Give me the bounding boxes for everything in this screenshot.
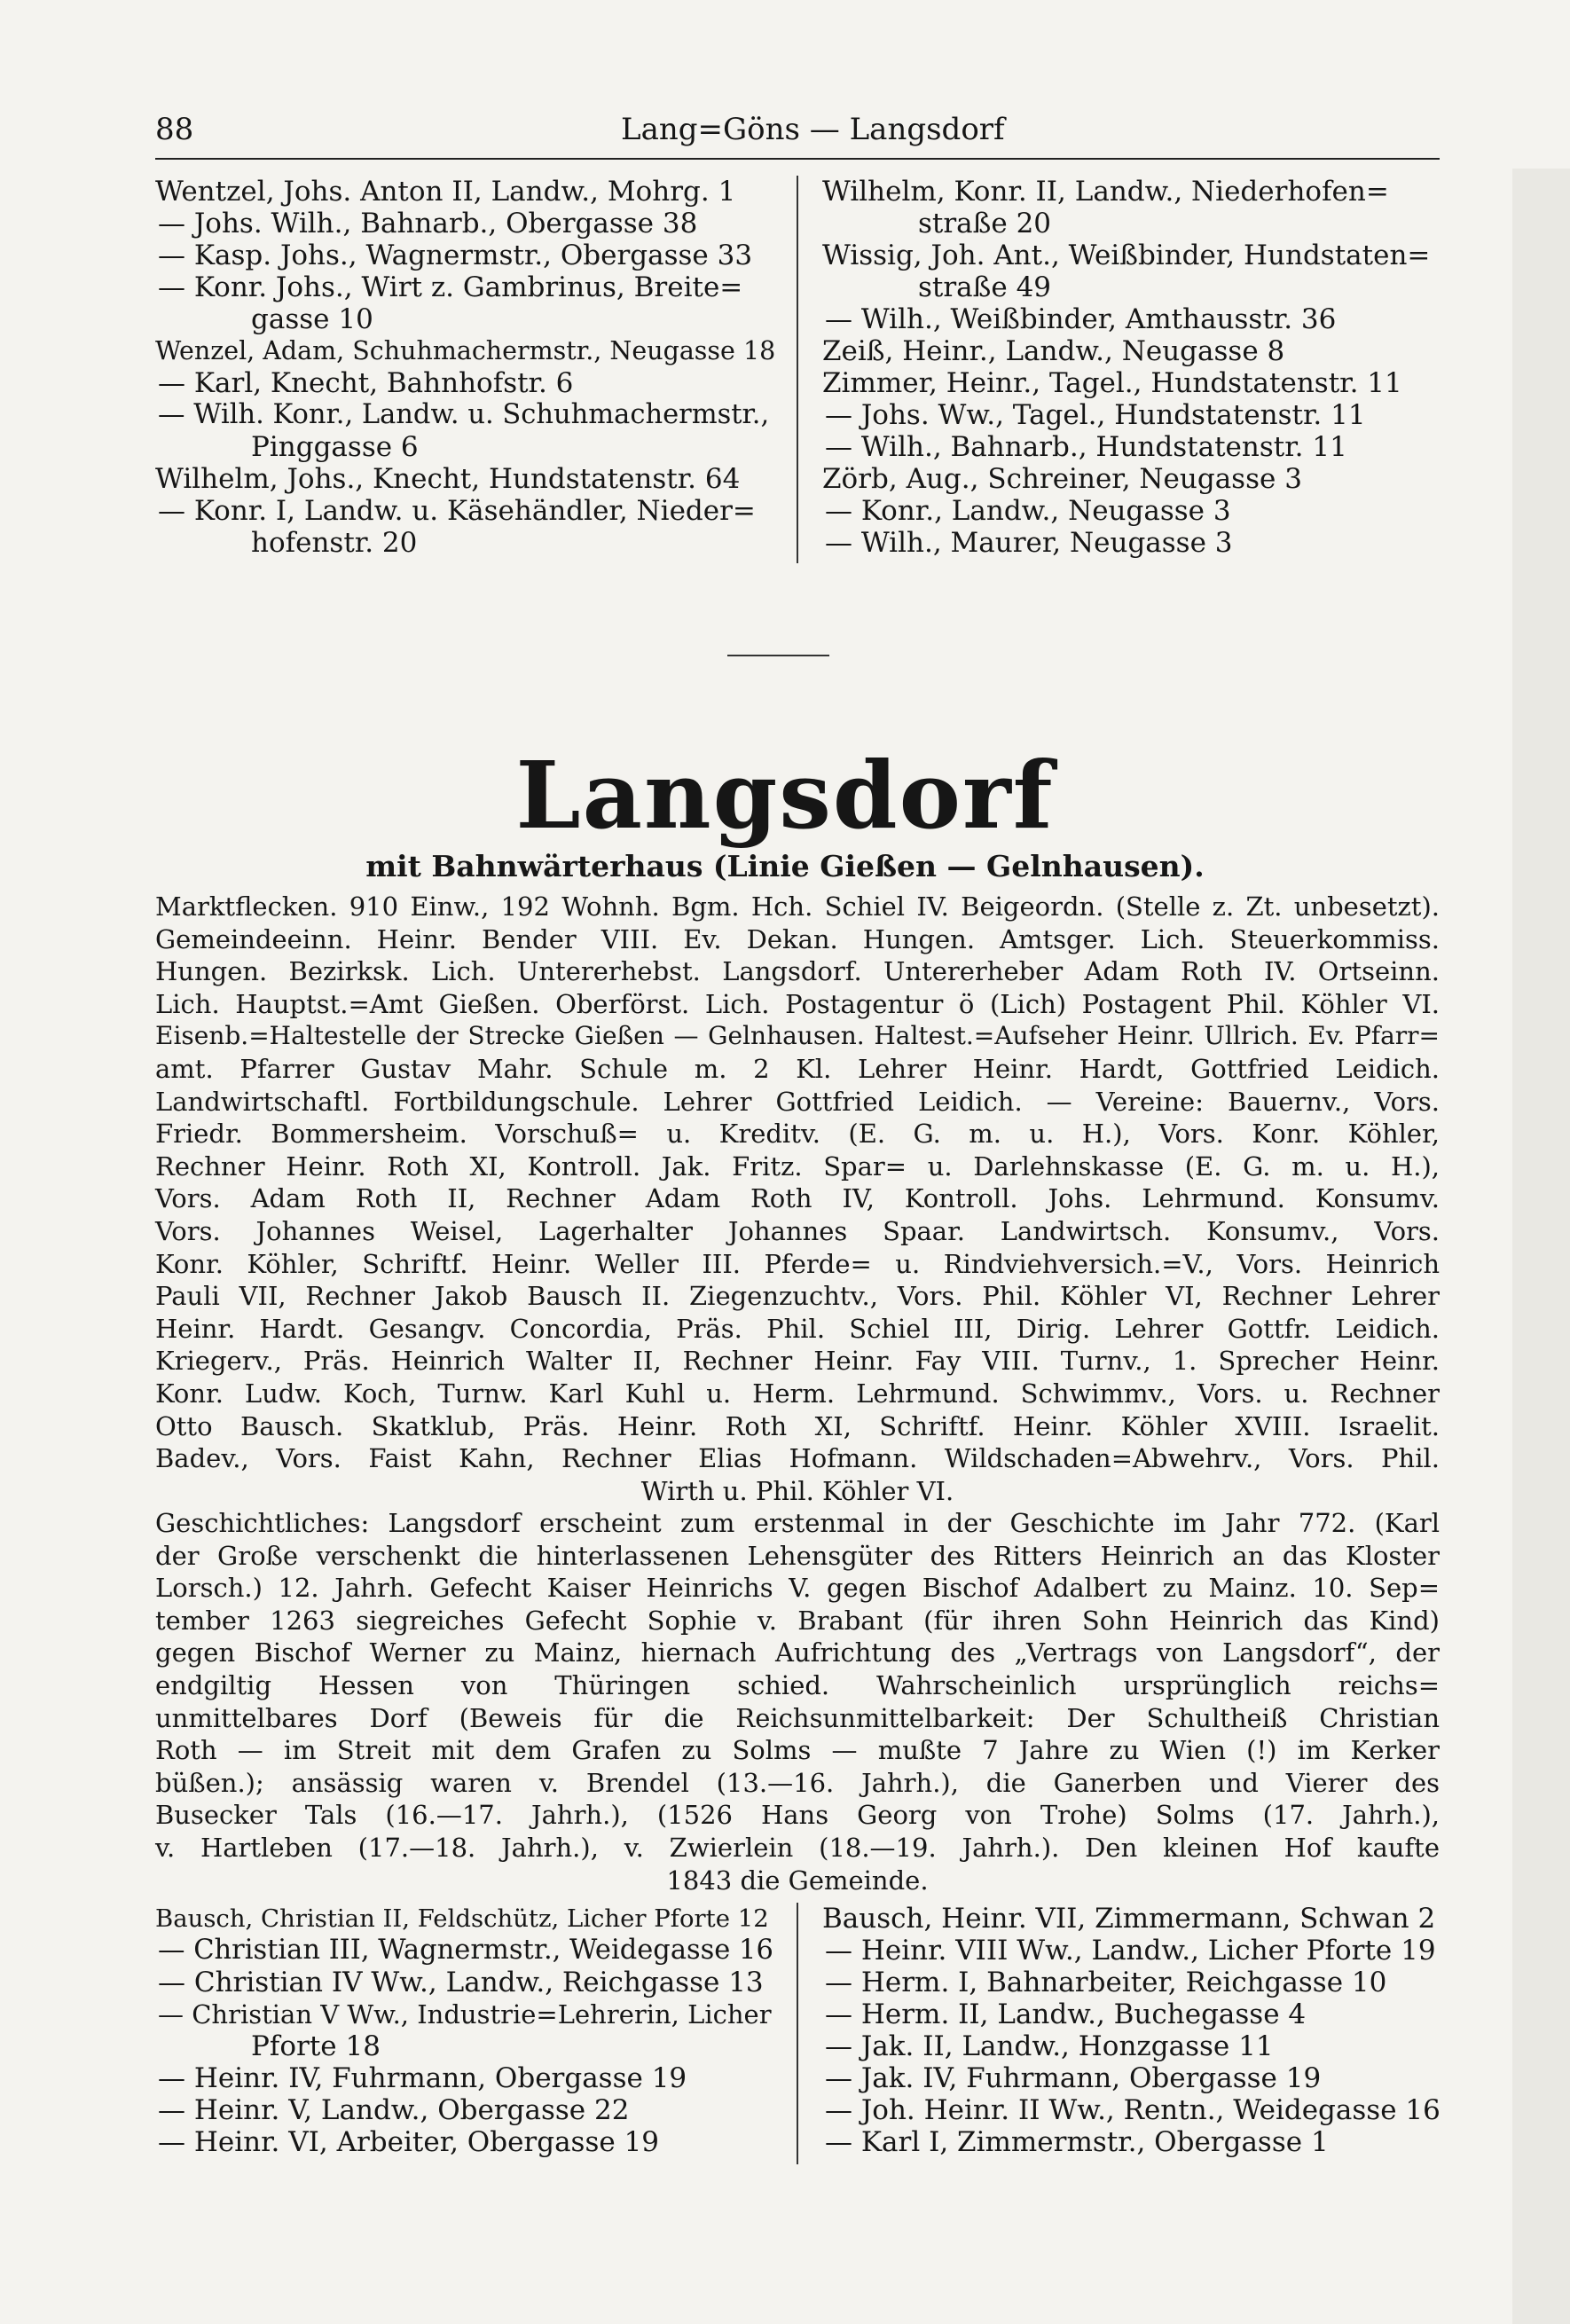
text-line: amt. Pfarrer Gustav Mahr. Schule m. 2 Kl. Lehrer Heinr. Hardt, Gottfried Leidich. <box>155 1053 1440 1084</box>
text-line: Konr. Ludw. Koch, Turnw. Karl Kuhl u. Herm. Lehrmund. Schwimmv., Vors. u. Rechner <box>155 1378 1440 1409</box>
text-line: Vors. Johannes Weisel, Lagerhalter Johannes Spaar. Landwirtsch. Konsumv., Vors. <box>155 1215 1440 1246</box>
list-item: — Joh. Heinr. II Ww., Rentn., Weidegasse 16 <box>825 2094 1440 2126</box>
text-line: Heinr. Hardt. Gesangv. Concordia, Präs. Phil. Schiel III, Dirig. Lehrer Gottfr. Leidich. <box>155 1313 1440 1344</box>
list-item: — Karl I, Zimmermstr., Obergasse 1 <box>825 2126 1329 2158</box>
text-line: büßen.); ansässig waren v. Brendel (13.—16. Jahrh.), die Ganerben und Vierer des <box>155 1767 1440 1798</box>
text-line: Lich. Hauptst.=Amt Gießen. Oberförst. Lich. Postagentur ö (Lich) Postagent Phil. Köhler VI. <box>155 988 1440 1019</box>
text-line: tember 1263 siegreiches Gefecht Sophie v. Brabant (für ihren Sohn Heinrich das Kind) <box>155 1605 1440 1636</box>
running-title: Lang=Göns — Langsdorf <box>621 112 1005 147</box>
text-line: Rechner Heinr. Roth XI, Kontroll. Jak. Fritz. Spar= u. Darlehnskasse (E. G. m. u. H.), <box>155 1150 1440 1182</box>
list-item: Pforte 18 <box>251 2030 381 2062</box>
header-rule <box>155 158 1440 160</box>
list-item: — Wilh., Maurer, Neugasse 3 <box>825 527 1233 559</box>
text-line: Gemeindeeinn. Heinr. Bender VIII. Ev. Dekan. Hungen. Amtsger. Lich. Steuerkommiss. <box>155 923 1440 954</box>
text-line: Kriegerv., Präs. Heinrich Walter II, Rechner Heinr. Fay VIII. Turnv., 1. Sprecher Heinr. <box>155 1346 1440 1377</box>
text-line: der Große verschenkt die hinterlassenen Lehensgüter des Ritters Heinrich an das Kloster <box>155 1540 1440 1571</box>
list-item: Wenzel, Adam, Schuhmachermstr., Neugasse 18 <box>155 336 776 365</box>
text-line: Hungen. Bezirksk. Lich. Untererhebst. Langsdorf. Untererheber Adam Roth IV. Ortseinn. <box>155 956 1440 987</box>
list-item: Bausch, Heinr. VII, Zimmermann, Schwan 2 <box>822 1903 1436 1935</box>
list-item: Zimmer, Heinr., Tagel., Hundstatenstr. 11 <box>822 367 1402 399</box>
text-line: Wirth u. Phil. Köhler VI. <box>640 1475 954 1506</box>
list-item: — Konr. Johs., Wirt z. Gambrinus, Breite= <box>158 271 743 303</box>
list-item: — Wilh., Weißbinder, Amthausstr. 36 <box>825 303 1337 335</box>
column-divider <box>797 1903 798 2164</box>
text-line: Friedr. Bommersheim. Vorschuß= u. Kreditv. (E. G. m. u. H.), Vors. Konr. Köhler, <box>155 1119 1440 1150</box>
list-item: Pinggasse 6 <box>251 431 419 463</box>
list-item: Zeiß, Heinr., Landw., Neugasse 8 <box>822 335 1285 367</box>
text-line: v. Hartleben (17.—18. Jahrh.), v. Zwierlein (18.—19. Jahrh.). Den kleinen Hof kaufte <box>155 1832 1440 1863</box>
list-item: Bausch, Christian II, Feldschütz, Licher Pforte 12 <box>155 1904 769 1933</box>
list-item: hofenstr. 20 <box>251 527 418 559</box>
text-line: gegen Bischof Werner zu Mainz, hiernach Aufrichtung des „Vertrags von Langsdorf“, der <box>155 1637 1440 1668</box>
text-line: Busecker Tals (16.—17. Jahrh.), (1526 Hans Georg von Trohe) Solms (17. Jahrh.), <box>155 1800 1440 1831</box>
list-item: Wilhelm, Johs., Knecht, Hundstatenstr. 64 <box>155 463 741 495</box>
bottom-left-column <box>155 1903 776 2158</box>
top-left-column <box>155 176 776 559</box>
list-item: — Jak. II, Landw., Honzgasse 11 <box>825 2030 1274 2062</box>
text-line: Eisenb.=Haltestelle der Strecke Gießen — Gelnhausen. Haltest.=Aufseher Heinr. Ullrich. Ev. Pfarr= <box>155 1021 1440 1051</box>
list-item: Wissig, Joh. Ant., Weißbinder, Hundstaten= <box>822 239 1431 271</box>
text-line: Badev., Vors. Faist Kahn, Rechner Elias Hofmann. Wildschaden=Abwehrv., Vors. Phil. <box>155 1443 1440 1474</box>
page-number: 88 <box>155 112 194 147</box>
list-item: — Wilh., Bahnarb., Hundstatenstr. 11 <box>825 431 1347 463</box>
text-line: endgiltig Hessen von Thüringen schied. Wahrscheinlich ursprünglich reichs= <box>155 1669 1440 1700</box>
place-title: Langsdorf <box>515 741 1055 850</box>
text-line: unmittelbares Dorf (Beweis für die Reichsunmittelbarkeit: Der Schultheiß Christian <box>155 1702 1440 1733</box>
place-subtitle: mit Bahnwärterhaus (Linie Gießen — Gelnhausen). <box>365 849 1205 883</box>
list-item: — Johs. Ww., Tagel., Hundstatenstr. 11 <box>825 399 1366 431</box>
top-right-column <box>822 176 1443 559</box>
history-section <box>155 1507 1440 1896</box>
list-item: Zörb, Aug., Schreiner, Neugasse 3 <box>822 463 1302 495</box>
list-item: — Heinr. VIII Ww., Landw., Licher Pforte 19 <box>825 1935 1436 1967</box>
text-line: Konr. Köhler, Schriftf. Heinr. Weller III. Pferde= u. Rindviehversich.=V., Vors. Heinrich <box>155 1248 1440 1279</box>
text-line: 1843 die Gemeinde. <box>666 1865 929 1896</box>
list-item: — Kasp. Johs., Wagnermstr., Obergasse 33 <box>158 239 753 271</box>
list-item: straße 20 <box>918 208 1052 239</box>
text-line: Lorsch.) 12. Jahrh. Gefecht Kaiser Heinrichs V. gegen Bischof Adalbert zu Mainz. 10. Sep= <box>155 1573 1440 1604</box>
list-item: — Christian IV Ww., Landw., Reichgasse 13 <box>158 1967 764 1998</box>
text-line: Vors. Adam Roth II, Rechner Adam Roth IV, Kontroll. Johs. Lehrmund. Konsumv. <box>155 1183 1440 1214</box>
list-item: — Christian III, Wagnermstr., Weidegasse 16 <box>158 1935 773 1966</box>
text-line: Otto Bausch. Skatklub, Präs. Heinr. Roth XI, Schriftf. Heinr. Köhler XVIII. Israelit. <box>155 1410 1440 1441</box>
list-item: — Johs. Wilh., Bahnarb., Obergasse 38 <box>158 208 698 239</box>
text-line: Pauli VII, Rechner Jakob Bausch II. Ziegenzuchtv., Vors. Phil. Köhler VI, Rechner Lehrer <box>155 1281 1440 1312</box>
text-line: Geschichtliches: Langsdorf erscheint zum erstenmal in der Geschichte im Jahr 772. (Karl <box>155 1508 1440 1538</box>
list-item: straße 49 <box>918 271 1052 303</box>
list-item: — Christian V Ww., Industrie=Lehrerin, Licher <box>158 1999 772 2030</box>
list-item: — Heinr. IV, Fuhrmann, Obergasse 19 <box>158 2062 687 2094</box>
list-item: — Konr. I, Landw. u. Käsehändler, Nieder= <box>158 495 756 527</box>
list-item: — Heinr. VI, Arbeiter, Obergasse 19 <box>158 2126 660 2158</box>
text-line: Marktflecken. 910 Einw., 192 Wohnh. Bgm. Hch. Schiel IV. Beigeordn. (Stelle z. Zt. unbesetzt). <box>155 891 1440 922</box>
list-item: Wentzel, Johs. Anton II, Landw., Mohrg. 1 <box>155 176 736 208</box>
text-line: Roth — im Streit mit dem Grafen zu Solms — mußte 7 Jahre zu Wien (!) im Kerker <box>155 1735 1440 1766</box>
list-item: — Konr., Landw., Neugasse 3 <box>825 495 1231 527</box>
next-page-edge <box>1512 169 1570 2324</box>
list-item: — Karl, Knecht, Bahnhofstr. 6 <box>158 367 574 399</box>
bottom-right-column <box>822 1903 1443 2158</box>
column-divider <box>797 176 798 563</box>
list-item: — Herm. I, Bahnarbeiter, Reichgasse 10 <box>825 1967 1387 1998</box>
section-separator <box>727 655 829 656</box>
list-item: — Jak. IV, Fuhrmann, Obergasse 19 <box>825 2062 1322 2094</box>
text-line: Landwirtschaftl. Fortbildungschule. Lehrer Gottfried Leidich. — Vereine: Bauernv., Vors. <box>155 1086 1440 1117</box>
list-item: Wilhelm, Konr. II, Landw., Niederhofen= <box>822 176 1389 208</box>
place-description <box>155 891 1440 1507</box>
list-item: — Heinr. V, Landw., Obergasse 22 <box>158 2094 630 2126</box>
list-item: gasse 10 <box>251 303 373 335</box>
list-item: — Herm. II, Landw., Buchegasse 4 <box>825 1998 1307 2030</box>
list-item: — Wilh. Konr., Landw. u. Schuhmachermstr., <box>158 399 770 430</box>
